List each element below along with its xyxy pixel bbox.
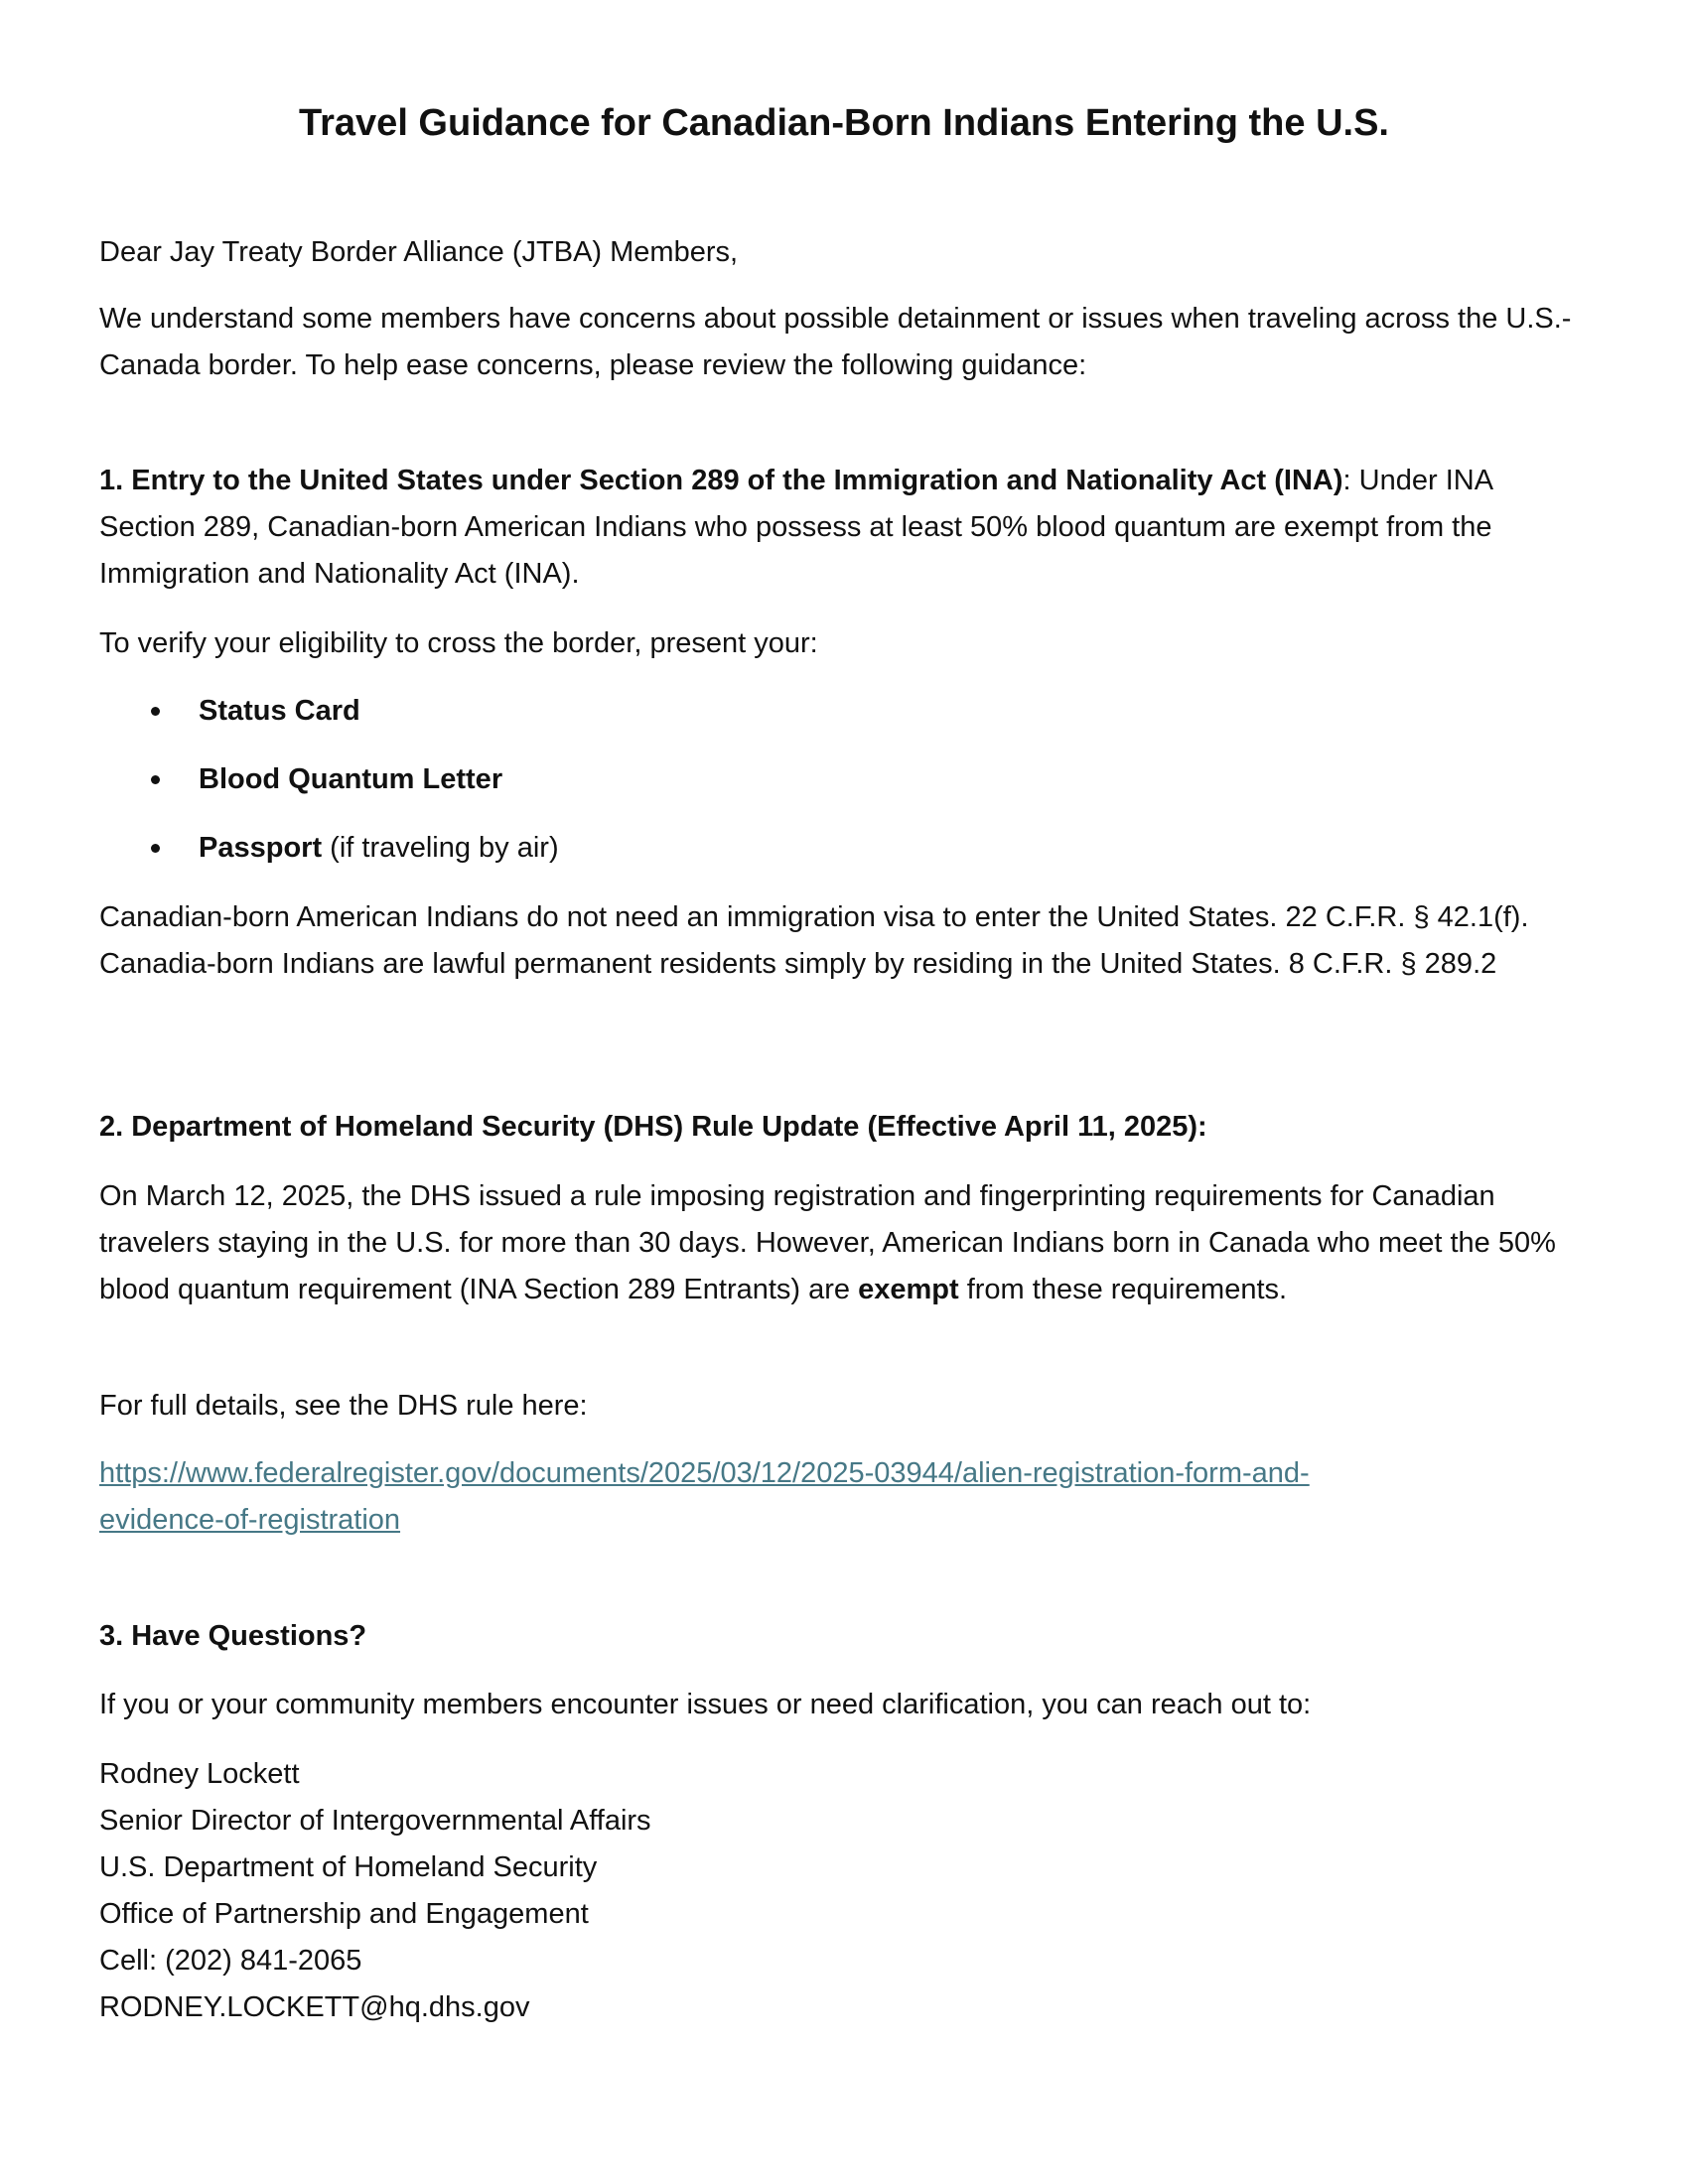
section-3-heading: 3. Have Questions?	[99, 1620, 367, 1652]
contact-office: Office of Partnership and Engagement	[99, 1898, 589, 1930]
list-item	[99, 825, 1589, 893]
section-2-heading: 2. Department of Homeland Security (DHS) Rule Update (Effective April 11, 2025):	[99, 1111, 1207, 1143]
list-item-label: Status Card	[199, 695, 360, 727]
section-1-heading: 1. Entry to the United States under Section 289 of the Immigration and Nationality Act (INA)	[99, 465, 1343, 496]
section-2-body-start: On March 12, 2025, the DHS issued a rule imposing registration and fingerprinting requirements for Canadian travelers staying in the U.S. for more than 30 days. However, American Indians born in Canada who meet the 50% blood quantum requirement (INA Section 289 Entrants) are	[99, 1180, 1556, 1305]
list-item-note: (if traveling by air)	[322, 832, 559, 864]
section-2-paragraph	[99, 1173, 1589, 1313]
section-3-body: If you or your community members encounter issues or need clarification, you can reach out to:	[99, 1689, 1312, 1720]
bullet-icon	[151, 775, 160, 784]
bullet-icon	[151, 844, 160, 853]
document-title: Travel Guidance for Canadian-Born Indians Entering the U.S.	[299, 102, 1389, 144]
section-1-body: : Under INA Section 289, Canadian-born American Indians who possess at least 50% blood quantum are exempt from the Immigration and Nationality Act (INA).	[99, 465, 1492, 590]
intro-paragraph: We understand some members have concerns about possible detainment or issues when traveling across the U.S.-Canada border. To help ease concerns, please review the following guidance:	[99, 303, 1572, 381]
section-2-body-end: from these requirements.	[958, 1274, 1288, 1305]
dhs-rule-link-paragraph	[99, 1450, 1589, 1544]
contact-name: Rodney Lockett	[99, 1758, 300, 1790]
exempt-emphasis: exempt	[858, 1274, 959, 1305]
contact-department: U.S. Department of Homeland Security	[99, 1851, 598, 1883]
dhs-rule-link-line-1[interactable]: https://www.federalregister.gov/documents/2025/03/12/2025-03944/alien-registration-form-and-	[99, 1457, 1310, 1489]
list-item	[99, 688, 1589, 756]
dhs-rule-link[interactable]	[99, 1450, 1589, 1544]
details-text: For full details, see the DHS rule here:	[99, 1390, 588, 1422]
greeting: Dear Jay Treaty Border Alliance (JTBA) Members,	[99, 236, 739, 268]
list-item	[99, 756, 1589, 825]
list-item-label: Passport	[199, 832, 323, 864]
dhs-rule-link-line-2[interactable]: evidence-of-registration	[99, 1504, 401, 1536]
document-list	[99, 688, 1589, 893]
contact-block	[99, 1751, 1589, 2031]
section-1-closing: Canadian-born American Indians do not need an immigration visa to enter the United States. 22 C.F.R. § 42.1(f). Canadia-born Indians are lawful permanent residents simply by residing in the United States. 8 C.F.R. § 289.2	[99, 901, 1529, 980]
list-item-label: Blood Quantum Letter	[199, 763, 503, 795]
contact-email: RODNEY.LOCKETT@hq.dhs.gov	[99, 1991, 530, 2023]
contact-cell: Cell: (202) 841-2065	[99, 1945, 362, 1977]
contact-role: Senior Director of Intergovernmental Affairs	[99, 1805, 651, 1837]
bullet-icon	[151, 707, 160, 716]
verify-text: To verify your eligibility to cross the border, present your:	[99, 627, 818, 659]
section-1-paragraph	[99, 458, 1589, 598]
